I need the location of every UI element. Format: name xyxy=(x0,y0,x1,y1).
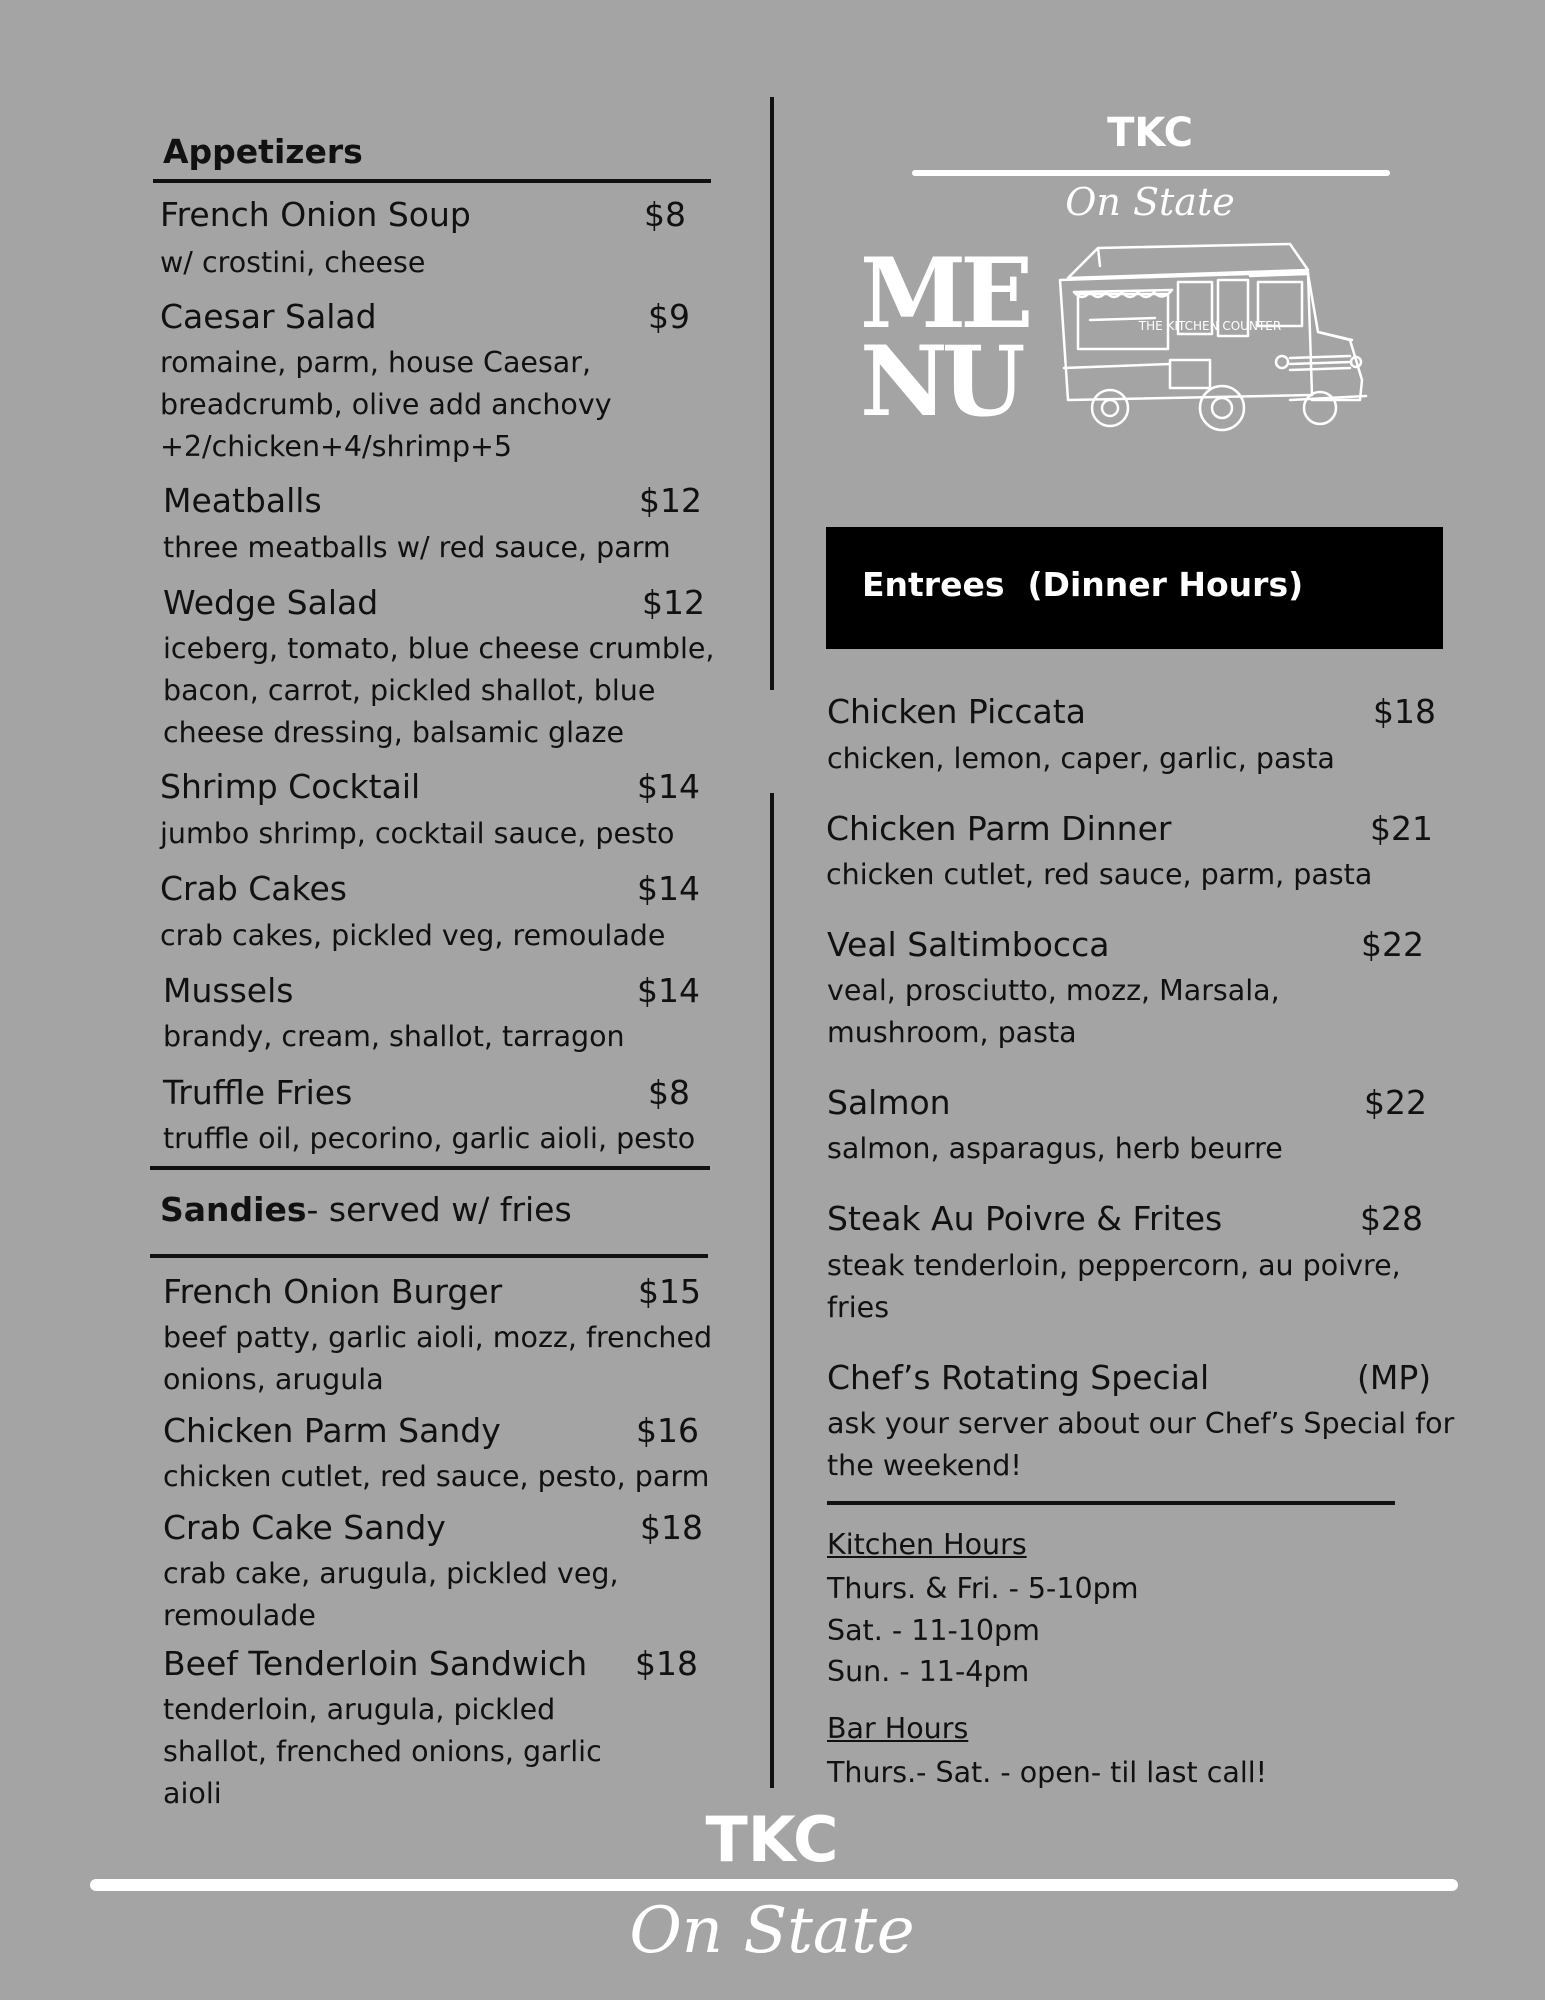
menu-item-price: $18 xyxy=(635,1644,698,1683)
menu-item-price: $14 xyxy=(637,869,700,908)
appetizers-title: Appetizers xyxy=(163,132,363,171)
appetizers-bottom-rule xyxy=(150,1166,710,1170)
menu-item-desc: w/ crostini, cheese xyxy=(160,246,426,279)
column-divider-top xyxy=(770,97,774,690)
menu-item-desc: truffle oil, pecorino, garlic aioli, pesto xyxy=(163,1122,696,1155)
entrees-bottom-rule xyxy=(827,1501,1395,1505)
column-divider-bottom xyxy=(770,793,774,1788)
menu-item-price: $18 xyxy=(1373,692,1436,731)
brand-rule-top xyxy=(912,170,1390,176)
menu-item-price: $21 xyxy=(1370,809,1433,848)
menu-logo xyxy=(860,237,1028,438)
menu-item-name: Chicken Parm Sandy xyxy=(163,1411,501,1450)
menu-item-desc: salmon, asparagus, herb beurre xyxy=(827,1132,1283,1165)
menu-item-name: Shrimp Cocktail xyxy=(160,767,421,806)
menu-item-desc: crab cake, arugula, pickled veg, remoulade xyxy=(163,1557,619,1632)
menu-item-price: $8 xyxy=(644,195,686,234)
menu-item-price: $8 xyxy=(648,1073,690,1112)
brand-name-bottom: TKC xyxy=(705,1803,839,1876)
menu-item-price: $18 xyxy=(640,1508,703,1547)
menu-item-name: Caesar Salad xyxy=(160,297,377,336)
menu-item-desc: jumbo shrimp, cocktail sauce, pesto xyxy=(160,817,675,850)
menu-item-desc: chicken cutlet, red sauce, pesto, parm xyxy=(163,1460,710,1493)
menu-item-desc: chicken cutlet, red sauce, parm, pasta xyxy=(826,858,1373,891)
bar-hours-title: Bar Hours xyxy=(827,1712,969,1745)
menu-item-name: Salmon xyxy=(827,1083,951,1122)
brand-tagline-bottom: On State xyxy=(629,1894,915,1968)
menu-item-desc: steak tenderloin, peppercorn, au poivre, fries xyxy=(827,1249,1401,1324)
truck-label: THE KITCHEN COUNTER xyxy=(1138,319,1282,333)
menu-item-desc: tenderloin, arugula, pickled shallot, frenched onions, garlic aioli xyxy=(163,1693,602,1810)
food-truck-icon xyxy=(1050,240,1380,450)
menu-item-price: $12 xyxy=(639,481,702,520)
menu-item-name: Meatballs xyxy=(163,481,322,520)
menu-item-name: Chicken Piccata xyxy=(827,692,1086,731)
brand-tagline-top: On State xyxy=(1065,180,1235,224)
menu-item-name: Steak Au Poivre & Frites xyxy=(827,1199,1223,1238)
menu-item-desc: ask your server about our Chef’s Special for the weekend! xyxy=(827,1407,1455,1482)
menu-item-desc: crab cakes, pickled veg, remoulade xyxy=(160,919,666,952)
brand-name-top: TKC xyxy=(1107,110,1193,156)
menu-item-desc: iceberg, tomato, blue cheese crumble, bacon, carrot, pickled shallot, blue cheese dressing, balsamic glaze xyxy=(163,632,715,749)
menu-item-price: $12 xyxy=(642,583,705,622)
kitchen-hours-line: Sat. - 11-10pm xyxy=(827,1614,1040,1647)
appetizers-rule xyxy=(153,179,711,183)
menu-item-name: Crab Cake Sandy xyxy=(163,1508,446,1547)
sandies-rule xyxy=(150,1254,708,1258)
kitchen-hours-line: Thurs. & Fri. - 5-10pm xyxy=(827,1572,1139,1605)
sandies-header xyxy=(160,1190,572,1229)
menu-item-price: (MP) xyxy=(1357,1358,1432,1397)
kitchen-hours-line: Sun. - 11-4pm xyxy=(827,1655,1030,1688)
sandies-title: Sandies xyxy=(160,1190,307,1229)
menu-item-name: French Onion Burger xyxy=(163,1272,503,1311)
menu-item-name: Chef’s Rotating Special xyxy=(827,1358,1210,1397)
menu-item-desc: romaine, parm, house Caesar, breadcrumb, olive add anchovy +2/chicken+4/shrimp+5 xyxy=(160,346,612,463)
entrees-header-box xyxy=(826,527,1443,649)
menu-item-price: $15 xyxy=(638,1272,701,1311)
menu-item-desc: brandy, cream, shallot, tarragon xyxy=(163,1020,625,1053)
menu-item-price: $28 xyxy=(1360,1199,1423,1238)
menu-item-desc: three meatballs w/ red sauce, parm xyxy=(163,531,671,564)
menu-item-name: Beef Tenderloin Sandwich xyxy=(163,1644,588,1683)
menu-logo-line-1: ME xyxy=(860,237,1028,350)
menu-item-name: French Onion Soup xyxy=(160,195,471,234)
entrees-title: Entrees (Dinner Hours) xyxy=(862,565,1304,604)
menu-item-desc: veal, prosciutto, mozz, Marsala, mushroom, pasta xyxy=(827,974,1280,1049)
menu-item-name: Mussels xyxy=(163,971,294,1010)
menu-logo-line-2: NU xyxy=(860,325,1020,438)
menu-item-price: $14 xyxy=(637,971,700,1010)
bar-hours-line: Thurs.- Sat. - open- til last call! xyxy=(827,1756,1268,1789)
menu-item-name: Chicken Parm Dinner xyxy=(826,809,1172,848)
menu-item-name: Crab Cakes xyxy=(160,869,347,908)
menu-item-price: $9 xyxy=(648,297,690,336)
sandies-subtitle: - served w/ fries xyxy=(306,1190,572,1229)
kitchen-hours-title: Kitchen Hours xyxy=(827,1528,1027,1561)
menu-item-price: $22 xyxy=(1364,1083,1427,1122)
menu-item-name: Veal Saltimbocca xyxy=(827,925,1110,964)
menu-item-name: Wedge Salad xyxy=(163,583,379,622)
menu-item-desc: chicken, lemon, caper, garlic, pasta xyxy=(827,742,1335,775)
menu-item-price: $14 xyxy=(637,767,700,806)
menu-item-desc: beef patty, garlic aioli, mozz, frenched onions, arugula xyxy=(163,1321,713,1396)
menu-item-name: Truffle Fries xyxy=(163,1073,353,1112)
brand-rule-bottom xyxy=(90,1879,1458,1891)
menu-item-price: $16 xyxy=(636,1411,699,1450)
menu-item-price: $22 xyxy=(1361,925,1424,964)
